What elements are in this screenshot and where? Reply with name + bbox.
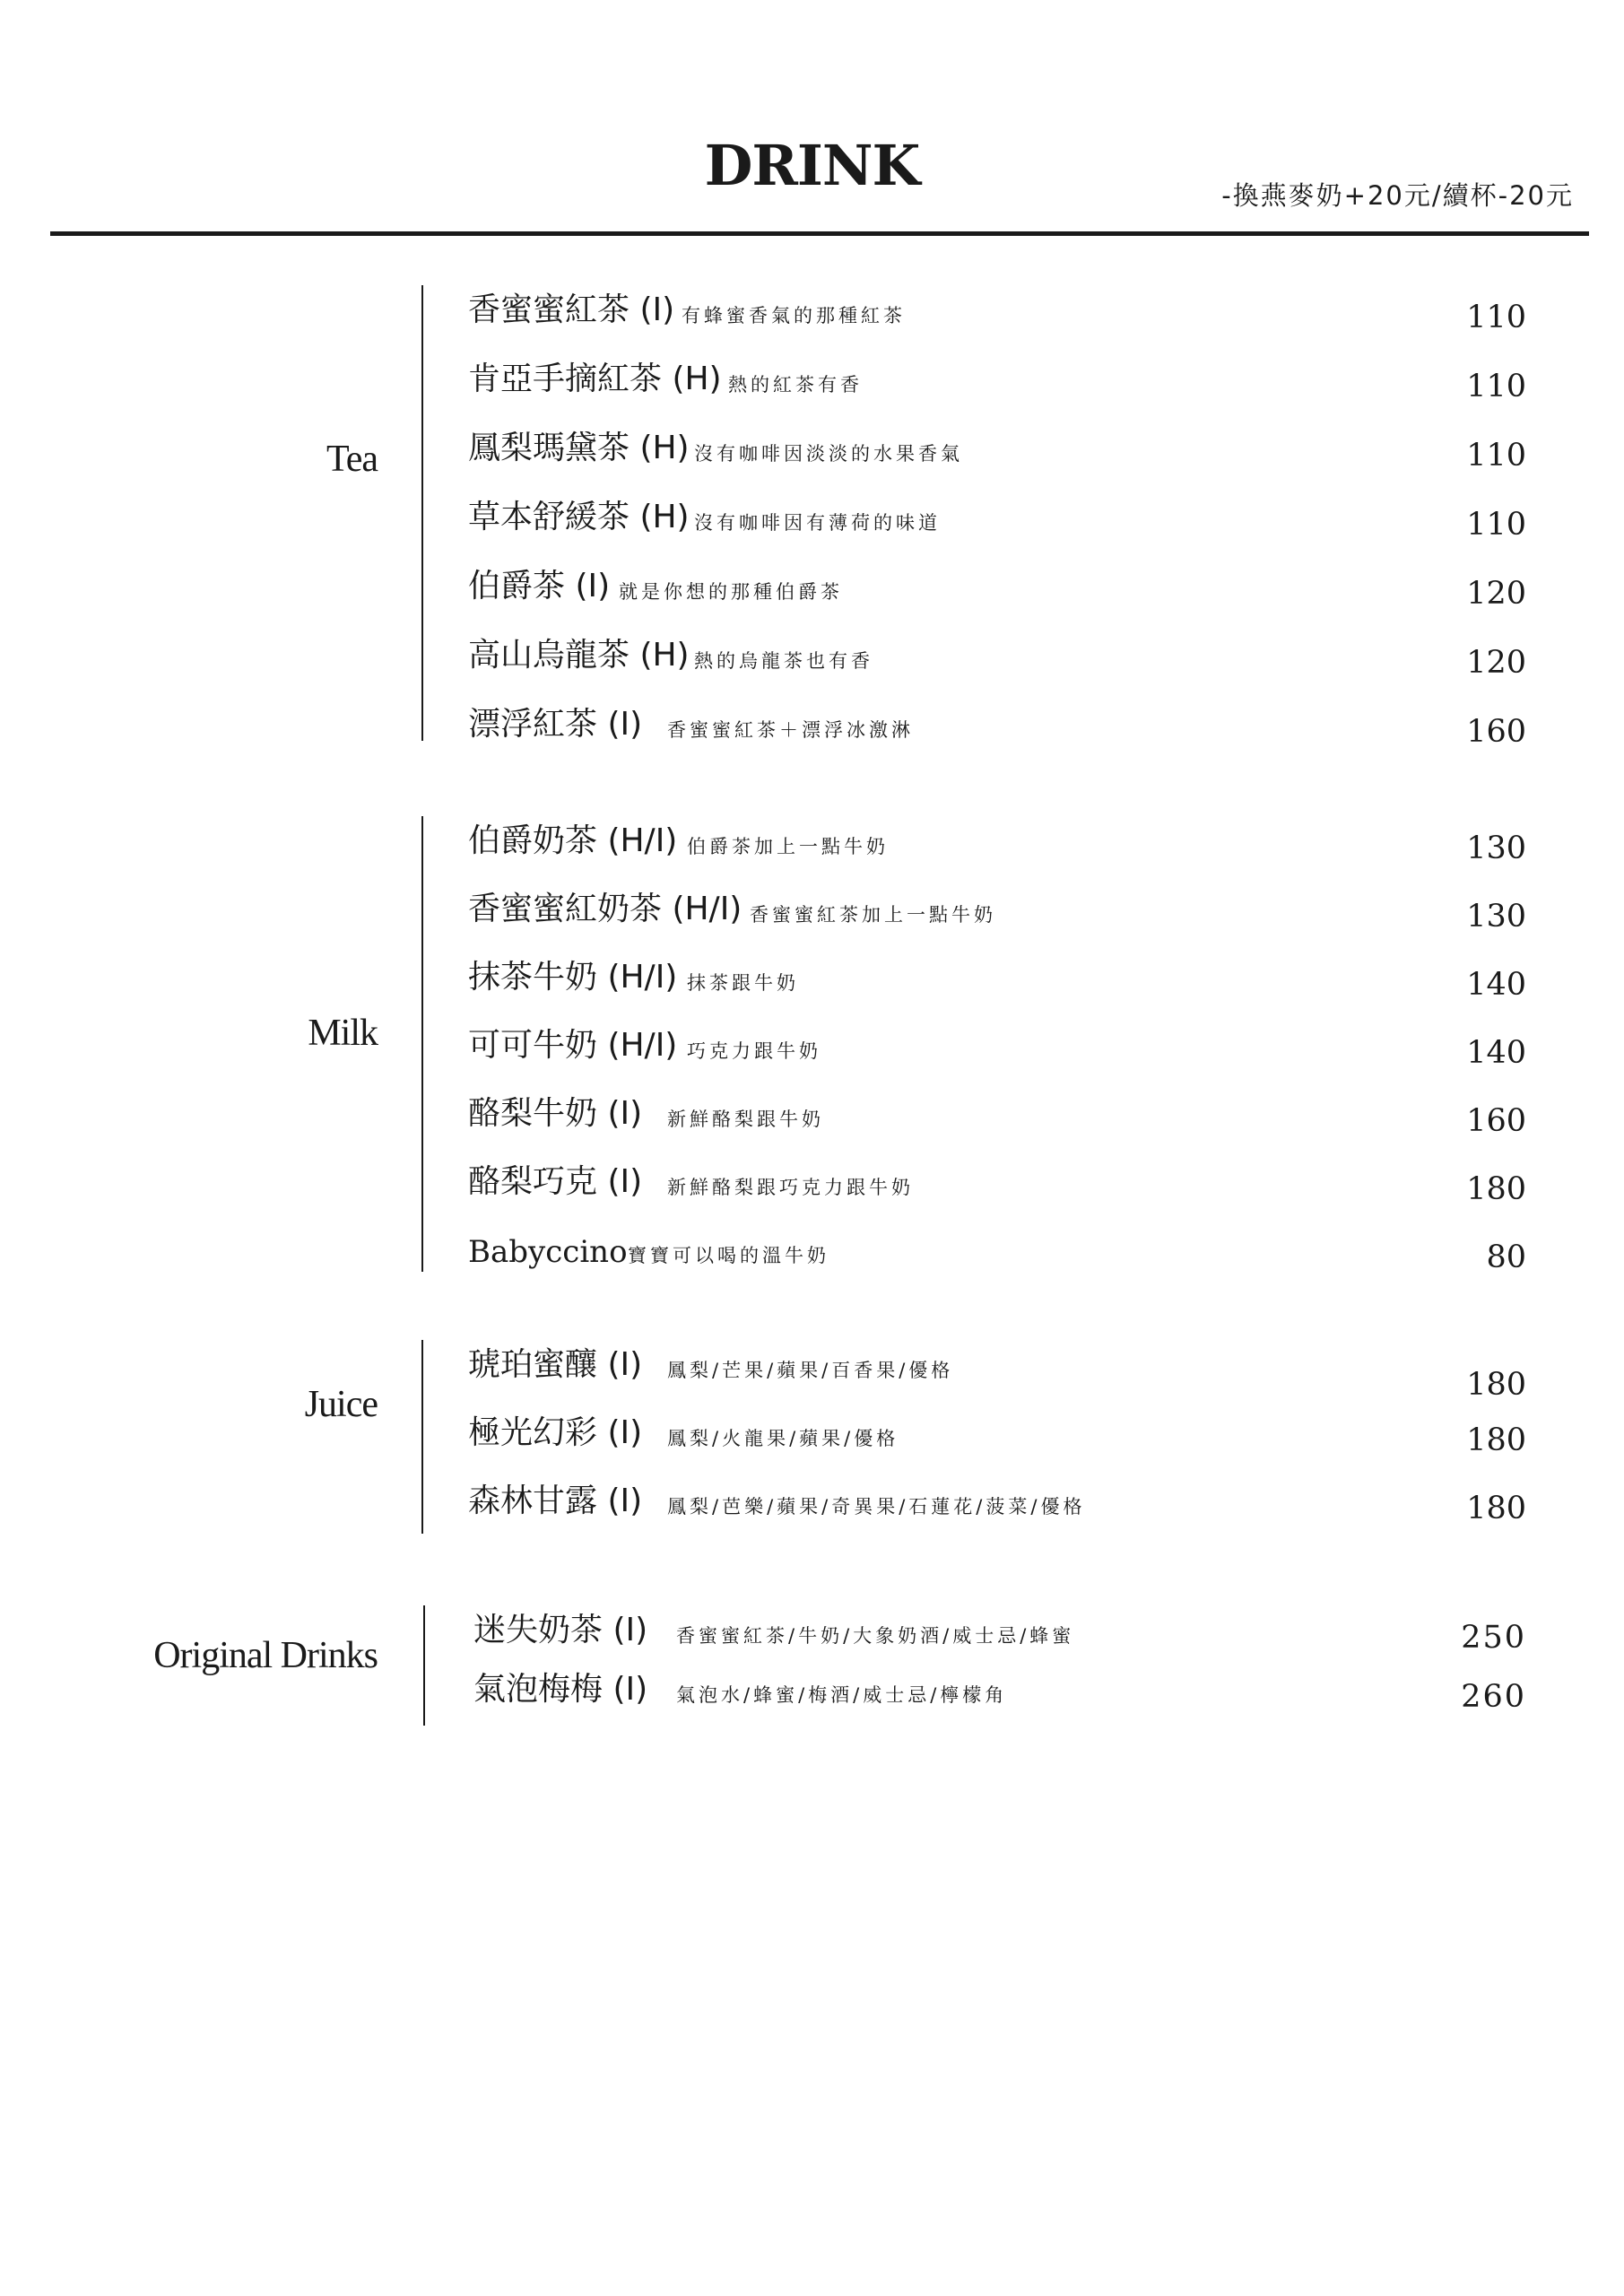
menu-item	[468, 423, 1526, 477]
item-desc: 鳳梨/火龍果/蘋果/優格	[667, 1428, 899, 1449]
section-label: Tea	[326, 439, 378, 480]
item-name: 伯爵奶茶 (H/I)	[468, 822, 678, 859]
item-name: 香蜜蜜紅奶茶 (H/I)	[468, 891, 743, 927]
item-price: 110	[1466, 300, 1526, 335]
menu-item	[473, 1605, 1526, 1659]
section-divider	[421, 816, 423, 1272]
menu-item	[468, 1021, 1526, 1074]
item-price: 180	[1466, 1491, 1526, 1526]
item-desc: 香蜜蜜紅茶加上一點牛奶	[750, 904, 996, 926]
menu-item	[468, 561, 1526, 615]
item-name: 迷失奶茶 (I)	[473, 1612, 648, 1648]
item-desc: 有蜂蜜香氣的那種紅茶	[682, 305, 906, 326]
item-desc: 鳳梨/芭樂/蘋果/奇異果/石蓮花/菠菜/優格	[667, 1496, 1086, 1518]
item-price: 160	[1466, 714, 1526, 750]
item-desc: 氣泡水/蜂蜜/梅酒/威士忌/檸檬角	[676, 1684, 1008, 1706]
menu-item	[468, 1340, 1526, 1403]
section-label: Juice	[304, 1384, 378, 1425]
item-price: 120	[1466, 576, 1526, 612]
menu-item	[468, 354, 1526, 408]
item-name: 高山烏龍茶 (H)	[468, 637, 690, 674]
menu-item	[468, 1476, 1526, 1530]
menu-note: -換燕麥奶+20元/續杯-20元	[1221, 180, 1574, 211]
item-price: 140	[1466, 967, 1526, 1003]
menu-item	[468, 1089, 1526, 1143]
item-name: 酪梨巧克 (I)	[468, 1163, 643, 1200]
item-name: 琥珀蜜釀 (I)	[468, 1346, 643, 1383]
item-name: 伯爵茶 (I)	[468, 568, 611, 604]
item-desc: 香蜜蜜紅茶/牛奶/大象奶酒/威士忌/蜂蜜	[676, 1625, 1075, 1647]
item-name: 肯亞手摘紅茶 (H)	[468, 361, 722, 397]
section-divider	[421, 285, 423, 741]
item-desc: 香蜜蜜紅茶＋漂浮冰激淋	[667, 719, 914, 741]
item-price: 130	[1466, 899, 1526, 935]
item-name: 氣泡梅梅 (I)	[473, 1671, 648, 1708]
item-desc: 沒有咖啡因淡淡的水果香氣	[694, 443, 963, 465]
menu-title: DRINK	[704, 133, 920, 198]
menu-item	[468, 884, 1526, 938]
item-desc: 新鮮酪梨跟巧克力跟牛奶	[667, 1177, 914, 1198]
item-price: 80	[1486, 1239, 1526, 1275]
item-price: 180	[1466, 1422, 1526, 1458]
item-desc: 沒有咖啡因有薄荷的味道	[694, 512, 941, 534]
menu-item	[468, 285, 1526, 339]
menu-item	[473, 1665, 1526, 1718]
item-name: 香蜜蜜紅茶 (I)	[468, 291, 675, 328]
item-price: 130	[1466, 831, 1526, 866]
item-price: 110	[1466, 507, 1526, 543]
header-rule	[50, 231, 1589, 236]
item-desc: 寶寶可以喝的溫牛奶	[628, 1245, 829, 1266]
section-label: Milk	[308, 1013, 378, 1054]
item-price: 260	[1461, 1679, 1526, 1715]
item-price: 140	[1466, 1035, 1526, 1071]
menu-item	[468, 1408, 1526, 1462]
menu-item	[468, 952, 1526, 1006]
item-desc: 熱的烏龍茶也有香	[694, 650, 873, 672]
item-name: 酪梨牛奶 (I)	[468, 1095, 643, 1132]
item-price: 250	[1461, 1620, 1526, 1656]
item-price: 160	[1466, 1103, 1526, 1139]
menu-item	[468, 700, 1526, 753]
item-name: 漂浮紅茶 (I)	[468, 706, 643, 743]
section-divider	[421, 1340, 423, 1534]
item-name: Babyccino	[468, 1234, 628, 1270]
item-desc: 伯爵茶加上一點牛奶	[687, 836, 889, 857]
item-name: 草本舒緩茶 (H)	[468, 499, 690, 535]
menu-item	[468, 631, 1526, 684]
menu-item	[468, 1157, 1526, 1211]
section-divider	[423, 1605, 425, 1726]
item-desc: 抹茶跟牛奶	[687, 972, 799, 994]
item-name: 森林甘露 (I)	[468, 1483, 643, 1519]
item-price: 180	[1466, 1171, 1526, 1207]
item-desc: 鳳梨/芒果/蘋果/百香果/優格	[667, 1360, 954, 1381]
item-name: 鳳梨瑪黛茶 (H)	[468, 430, 690, 466]
item-name: 極光幻彩 (I)	[468, 1414, 643, 1451]
item-price: 180	[1466, 1367, 1526, 1403]
item-desc: 熱的紅茶有香	[728, 374, 863, 396]
section-label: Original Drinks	[153, 1635, 378, 1676]
item-desc: 就是你想的那種伯爵茶	[619, 581, 843, 603]
item-name: 可可牛奶 (H/I)	[468, 1027, 678, 1064]
menu-item	[468, 816, 1526, 870]
item-desc: 巧克力跟牛奶	[687, 1040, 821, 1062]
menu-item	[468, 492, 1526, 546]
menu-item	[468, 1225, 1526, 1279]
item-name: 抹茶牛奶 (H/I)	[468, 959, 678, 996]
item-desc: 新鮮酪梨跟牛奶	[667, 1109, 824, 1130]
item-price: 120	[1466, 645, 1526, 681]
item-price: 110	[1466, 438, 1526, 474]
item-price: 110	[1466, 369, 1526, 404]
